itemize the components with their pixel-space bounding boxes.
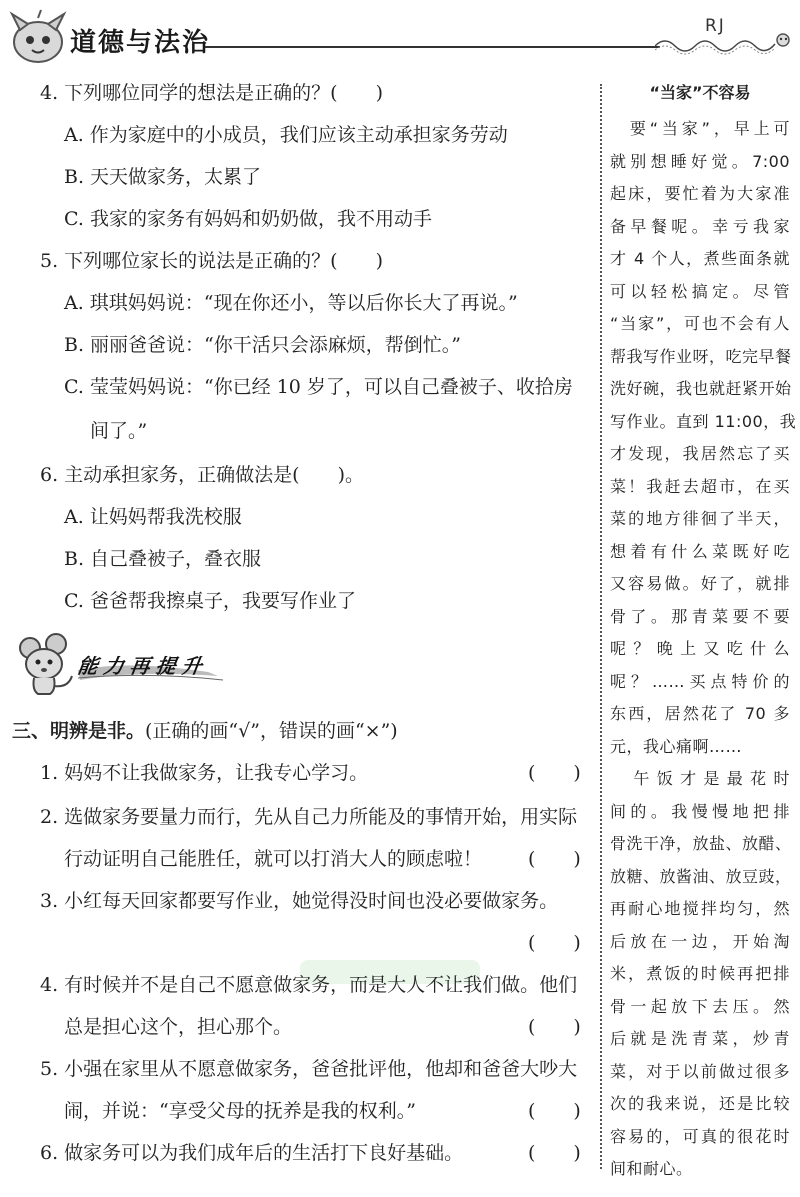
sidebar-line: 又容易做。好了，就排	[610, 574, 790, 593]
sidebar-line: 呢？晚上又吃什么	[610, 639, 790, 658]
cartoon-star-mascot-icon	[6, 8, 70, 68]
judge-item-4: 4. 有时候并不是自己不愿意做家务，而是大人不让我们做。他们	[40, 974, 578, 996]
page-header	[0, 0, 800, 72]
sidebar-line: 骨洗干净，放盐、放醋、	[610, 834, 792, 853]
judge-item-5: 5. 小强在家里从不愿意做家务，爸爸批评他，他却和爸爸大吵大	[40, 1058, 578, 1080]
judge-answer-4[interactable]: ( )	[528, 1016, 581, 1038]
sidebar-line: 东西，居然花了 70 多	[610, 704, 790, 723]
sidebar-line: 菜！我赶去超市，在买	[610, 476, 790, 496]
sidebar-line: 起床，要忙着为大家准	[610, 184, 790, 203]
judge-item-3: 3. 小红每天回家都要写作业，她觉得没时间也没必要做家务。	[40, 890, 559, 912]
question-5-option-c: C. 莹莹妈妈说：“你已经 10 岁了，可以自己叠被子、收拾房	[64, 376, 573, 398]
judge-item-4-continued: 总是担心这个，担心那个。	[64, 1016, 293, 1038]
sidebar-line: 洗好碗，我也就赶紧开始	[610, 379, 792, 398]
section-3-title: 三、明辨是非。	[12, 720, 146, 742]
sidebar-line: 写作业。直到 11:00，我	[610, 411, 797, 431]
sidebar-line: 容易的，可真的很花时	[610, 1126, 790, 1146]
sidebar-line: 骨了。那青菜要不要	[610, 606, 790, 626]
question-6-option-b: B. 自己叠被子，叠衣服	[64, 548, 262, 570]
sidebar-title: “当家”不容易	[649, 83, 751, 102]
sidebar-line: 要“当家”，早上可	[610, 119, 790, 138]
sidebar-line: 想着有什么菜既好吃	[610, 541, 790, 561]
mouse-mascot-icon	[12, 632, 78, 698]
question-5-option-c-continued: 间了。”	[90, 420, 148, 442]
sidebar-line: 备早餐呢。幸亏我家	[610, 216, 790, 236]
sidebar-line: 次的我来说，还是比较	[610, 1094, 790, 1113]
sidebar-line: 才 4 个人，煮些面条就	[610, 249, 790, 268]
sidebar-line: 元，我心痛啊……	[610, 736, 743, 756]
judge-answer-2[interactable]: ( )	[528, 848, 581, 870]
sidebar-line: “当家”，可也不会有人	[610, 314, 790, 333]
sidebar-line: 米，煮饭的时候再把排	[610, 964, 790, 983]
sidebar-line: 才发现，我居然忘了买	[610, 444, 790, 463]
question-5-stem: 5. 下列哪位家长的说法是正确的？( )	[40, 250, 383, 272]
sidebar-line: 可以轻松搞定。尽管	[610, 281, 790, 301]
sidebar-line: 间和耐心。	[610, 1159, 693, 1178]
question-5-option-a: A. 琪琪妈妈说：“现在你还小，等以后你长大了再说。”	[64, 292, 518, 314]
section-3-instruction: (正确的画“√”，错误的画“×”)	[145, 720, 398, 742]
sidebar-line: 就别想睡好觉。7:00	[610, 151, 790, 171]
question-6-option-c: C. 爸爸帮我擦桌子，我要写作业了	[64, 590, 356, 612]
sidebar-line: 帮我写作业呀，吃完早餐	[610, 346, 792, 366]
section-badge-label: 能力再提升	[76, 654, 210, 678]
sidebar-line: 放糖、放酱油、放豆豉，	[610, 866, 792, 886]
column-divider	[600, 84, 602, 1169]
edition-label: RJ	[705, 16, 726, 36]
sidebar-line: 菜，对于以前做过很多	[610, 1061, 790, 1081]
header-rule	[205, 46, 660, 48]
judge-answer-1[interactable]: ( )	[528, 762, 581, 784]
wave-decoration-icon	[655, 30, 795, 58]
judge-item-1: 1. 妈妈不让我做家务，让我专心学习。	[40, 762, 369, 784]
sidebar-line: 后就是洗青菜，炒青	[610, 1029, 790, 1048]
sidebar-line: 再耐心地搅拌均匀，然	[610, 899, 790, 918]
judge-answer-6[interactable]: ( )	[528, 1142, 581, 1164]
section-3-heading	[12, 716, 398, 743]
judge-item-5-continued: 闹，并说：“享受父母的抚养是我的权利。”	[64, 1100, 416, 1122]
judge-answer-5[interactable]: ( )	[528, 1100, 581, 1122]
question-6-option-a: A. 让妈妈帮我洗校服	[64, 506, 242, 528]
judge-answer-3[interactable]: ( )	[528, 932, 581, 954]
question-4-option-a: A. 作为家庭中的小成员，我们应该主动承担家务劳动	[64, 124, 508, 146]
sidebar-line: 间的。我慢慢地把排	[610, 801, 790, 821]
judge-item-2: 2. 选做家务要量力而行，先从自己力所能及的事情开始，用实际	[40, 806, 578, 828]
question-4-option-c: C. 我家的家务有妈妈和奶奶做，我不用动手	[64, 208, 432, 230]
question-5-option-b: B. 丽丽爸爸说：“你干活只会添麻烦，帮倒忙。”	[64, 334, 461, 356]
question-4-stem: 4. 下列哪位同学的想法是正确的？( )	[40, 82, 383, 104]
sidebar-line: 后放在一边，开始淘	[610, 931, 790, 951]
sidebar-line: 骨一起放下去压。然	[610, 996, 790, 1016]
sidebar-line: 菜的地方徘徊了半天，	[610, 509, 790, 528]
sidebar-line: 午饭才是最花时	[610, 769, 790, 788]
question-4-option-b: B. 天天做家务，太累了	[64, 166, 262, 188]
judge-item-2-continued: 行动证明自己能胜任，就可以打消大人的顾虑啦！	[64, 848, 483, 870]
question-6-stem: 6. 主动承担家务，正确做法是( )。	[40, 464, 364, 486]
judge-item-6: 6. 做家务可以为我们成年后的生活打下良好基础。	[40, 1142, 464, 1164]
sidebar-line: 呢？……买点特价的	[610, 671, 790, 691]
subject-title: 道德与法治	[70, 28, 211, 58]
